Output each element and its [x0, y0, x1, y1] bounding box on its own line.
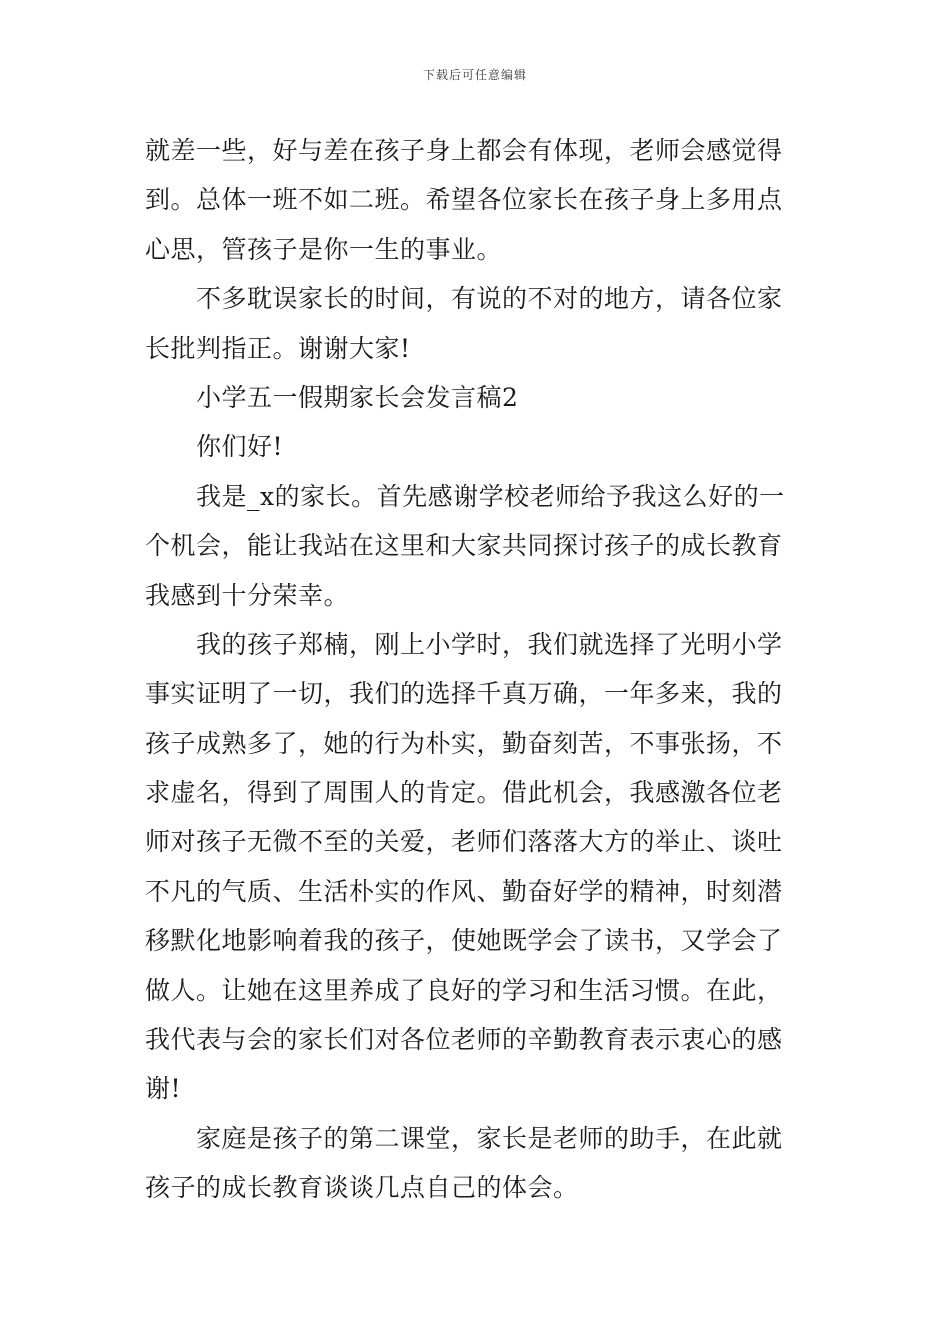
text-line: 师对孩子无微不至的关爱，老师们落落大方的举止、谈吐 [145, 827, 783, 857]
text-line: 家庭是孩子的第二课堂，家长是老师的助手，在此就 [196, 1123, 783, 1153]
text-line: 个机会，能让我站在这里和大家共同探讨孩子的成长教育 [145, 531, 783, 561]
text-line: 事实证明了一切，我们的选择千真万确，一年多来，我的 [145, 679, 783, 709]
text-line: 求虚名，得到了周围人的肯定。借此机会，我感激各位老 [145, 778, 783, 808]
document-body [145, 126, 807, 1213]
text-line: 我的孩子郑楠，刚上小学时，我们就选择了光明小学 [196, 629, 783, 659]
text-line: 我代表与会的家长们对各位老师的辛勤教育表示衷心的感 [145, 1025, 783, 1055]
text-line: 我是_x的家长。首先感谢学校老师给予我这么好的一 [196, 481, 785, 511]
page-header: 下载后可任意编辑 [422, 68, 527, 82]
text-line: 不凡的气质、生活朴实的作风、勤奋好学的精神，时刻潜 [145, 876, 783, 906]
text-line: 做人。让她在这里养成了良好的学习和生活习惯。在此， [145, 975, 783, 1005]
text-line: 孩子成熟多了，她的行为朴实，勤奋刻苦，不事张扬，不 [145, 728, 783, 758]
text-line: 长批判指正。谢谢大家! [145, 333, 411, 363]
text-line: 不多耽误家长的时间，有说的不对的地方，请各位家 [196, 284, 783, 314]
greeting-line: 你们好! [196, 432, 284, 462]
text-line: 移默化地影响着我的孩子，使她既学会了读书，又学会了 [145, 926, 783, 956]
text-line: 就差一些，好与差在孩子身上都会有体现，老师会感觉得 [145, 136, 783, 165]
text-line: 我感到十分荣幸。 [145, 580, 350, 610]
text-line: 心思，管孩子是你一生的事业。 [145, 234, 503, 264]
text-line: 孩子的成长教育谈谈几点自己的体会。 [145, 1173, 579, 1203]
text-line: 到。总体一班不如二班。希望各位家长在孩子身上多用点 [145, 185, 783, 215]
section-title: 小学五一假期家长会发言稿2 [196, 382, 519, 412]
text-line: 谢! [145, 1074, 182, 1104]
